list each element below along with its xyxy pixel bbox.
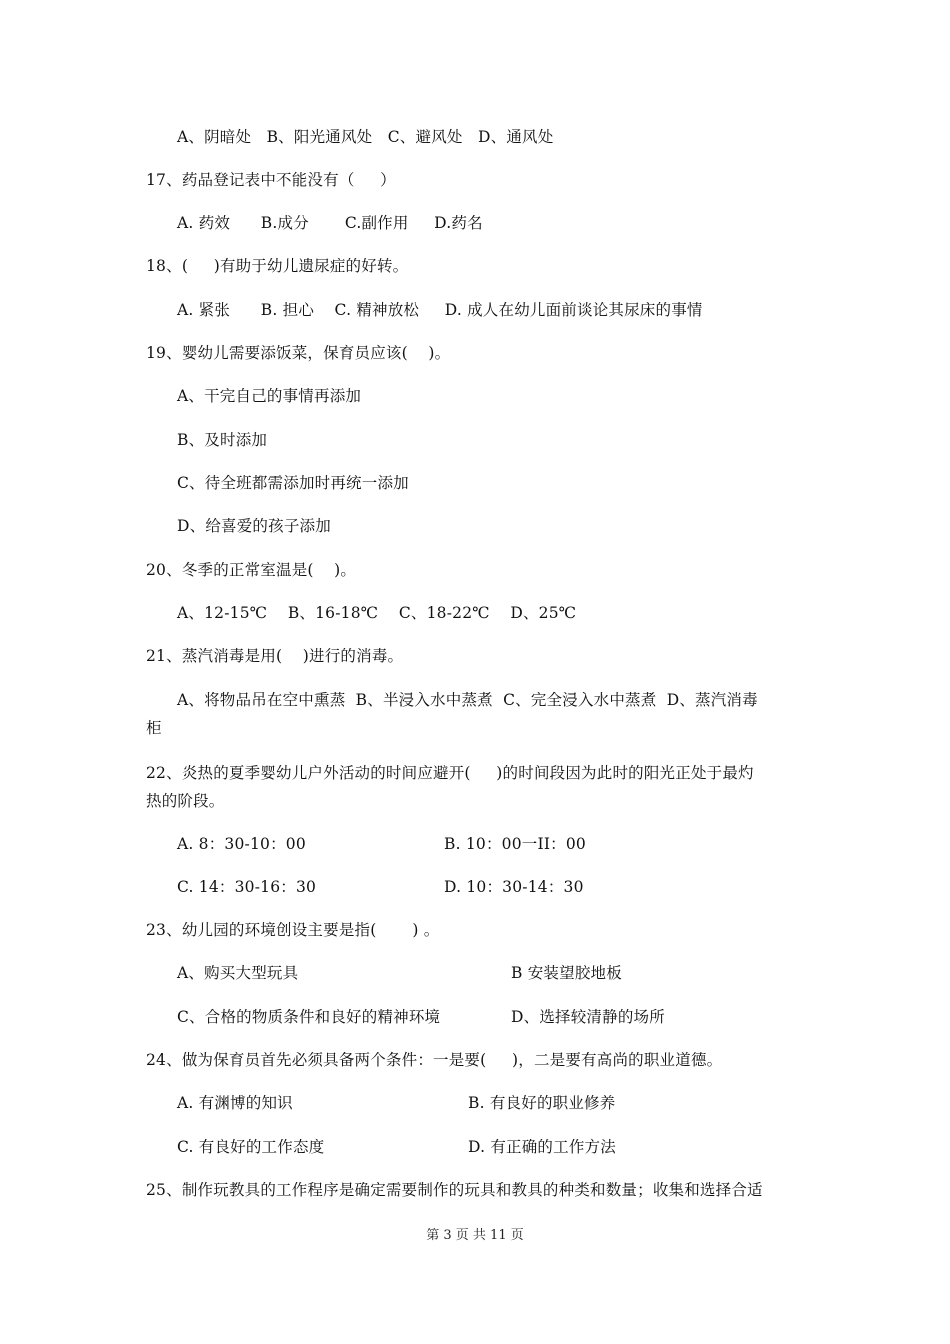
question-17: 17、药品登记表中不能没有（ ） (146, 171, 396, 189)
q21-options: A、将物品吊在空中熏蒸 B、半浸入水中蒸煮 C、完全浸入水中蒸煮 D、蒸汽消毒 (177, 691, 758, 709)
q23-option-c: C、合格的物质条件和良好的精神环境 (177, 1008, 441, 1026)
question-25: 25、制作玩教具的工作程序是确定需要制作的玩具和教具的种类和数量；收集和选择合适 (146, 1181, 763, 1199)
q20-options: A、12-15℃ B、16-18℃ C、18-22℃ D、25℃ (177, 604, 577, 622)
q19-option-b: B、及时添加 (177, 431, 268, 449)
page-footer: 第 3 页 共 11 页 (426, 1228, 524, 1243)
q22-option-d: D. 10：30-14：30 (444, 878, 584, 896)
q19-option-c: C、待全班都需添加时再统一添加 (177, 474, 409, 492)
q22-option-c: C. 14：30-16：30 (177, 878, 317, 896)
q19-option-a: A、干完自己的事情再添加 (177, 387, 362, 405)
q24-option-d: D. 有正确的工作方法 (468, 1138, 616, 1156)
q17-options: A. 药效 B.成分 C.副作用 D.药名 (177, 214, 483, 232)
q18-options: A. 紧张 B. 担心 C. 精神放松 D. 成人在幼儿面前谈论其尿床的事情 (177, 301, 703, 319)
q22-option-b: B. 10：00一II：00 (444, 835, 586, 853)
question-24: 24、做为保育员首先必须具备两个条件：一是要( )，二是要有高尚的职业道德。 (146, 1051, 723, 1069)
q22-option-a: A. 8：30-10：00 (177, 835, 306, 853)
q23-option-a: A、购买大型玩具 (177, 964, 299, 982)
q16-options: A、阴暗处 B、阳光通风处 C、避风处 D、通风处 (177, 128, 554, 146)
question-20: 20、冬季的正常室温是( )。 (146, 561, 357, 579)
question-19: 19、婴幼儿需要添饭菜，保育员应该( )。 (146, 344, 451, 362)
question-18: 18、( )有助于幼儿遗尿症的好转。 (146, 257, 409, 275)
q24-option-c: C. 有良好的工作态度 (177, 1138, 325, 1156)
question-23: 23、幼儿园的环境创设主要是指( ) 。 (146, 921, 440, 939)
q24-option-b: B. 有良好的职业修养 (468, 1094, 616, 1112)
q23-option-b: B 安装望胶地板 (511, 964, 622, 982)
q19-option-d: D、给喜爱的孩子添加 (177, 517, 331, 535)
q24-option-a: A. 有渊博的知识 (177, 1094, 293, 1112)
q23-option-d: D、选择较清静的场所 (511, 1008, 665, 1026)
question-22: 22、炎热的夏季婴幼儿户外活动的时间应避开( )的时间段因为此时的阳光正处于最灼 (146, 764, 754, 782)
q21-options-wrap: 柜 (146, 719, 162, 737)
question-21: 21、蒸汽消毒是用( )进行的消毒。 (146, 647, 404, 665)
question-22-wrap: 热的阶段。 (146, 792, 225, 810)
